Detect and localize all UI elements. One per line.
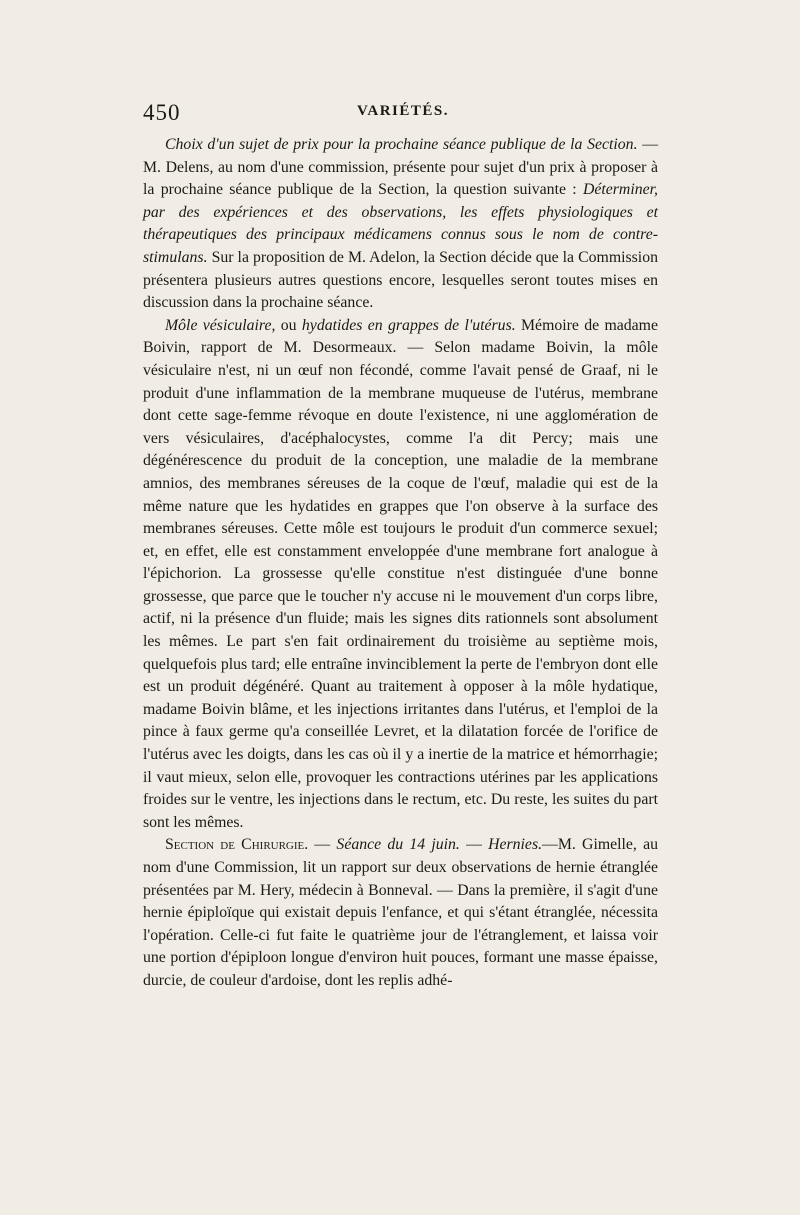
paragraph-vesicular-mole [143, 315, 658, 835]
prize-question: Déterminer, par des expériences et des observations, les effets physiologiques et thérapeutiques des principaux médicamens connus sous le nom de contre-stimulans. [143, 181, 658, 266]
section-title-hydatides: hydatides en grappes de l'utérus. [301, 316, 516, 334]
dash: — [308, 836, 337, 854]
running-head: VARIÉTÉS. [356, 103, 449, 119]
paragraph-text: ou [280, 316, 302, 334]
paragraph-text: — M. Delens, au nom d'une commission, présente pour sujet d'un prix à proposer à la prochaine séance publique de la Section, la question suivante : [143, 136, 658, 199]
dash: — [459, 836, 489, 854]
topic-title-hernies: Hernies. [488, 836, 543, 854]
paragraph-text: Mémoire de madame Boivin, rapport de M. Desormeaux. — Selon madame Boivin, la môle vésiculaire n'est, ni un œuf non fécondé, comme l'avait pensé de Graaf, ni le produit d'une inflammation de la membrane muqueuse de l'utérus, membrane dont cette sage-femme révoque en doute l'existence, ni une agglomération de vers vésiculaires, d'acéphalocystes, comme l'a dit Percy; mais une dégénérescence du produit de la conception, une maladie de la membrane amnios, des membranes séreuses de la coque de l'œuf, maladie qui est de la même nature que les hydatides en grappes que l'on observe à la surface des membranes séreuses. Cette môle est toujours le produit d'un commerce sexuel; et, en effet, elle est constamment enveloppée d'une membrane fort analogue à l'épichorion. La grossesse qu'elle constitue n'est distinguée d'une bonne grossesse, que parce que le toucher n'y accuse ni le mouvement d'un corps libre, actif, ni la présence d'un fluide; mais les signes dits rationnels sont absolument les mêmes. Le part s'en fait ordinairement du troisième au septième mois, quelquefois plus tard; elle entraîne invinciblement la perte de l'embryon dont elle est un produit dégénéré. Quant au traitement à opposer à la môle hydatique, madame Boivin blâme, et les injections irritantes dans l'utérus, et l'emploi de la pince à faux germe qu'a conseillée Levret, et la dilatation forcée de l'orifice de l'utérus avec les doigts, dans les cas où il y a inertie de la matrice et hémorrhagie; il vaut mieux, selon elle, provoquer les contractions utérines par les applications froides sur le ventre, les injections dans le rectum, etc. Du reste, les suites du part sont les mêmes. [143, 316, 658, 831]
paragraph-prize-question [143, 134, 658, 315]
page-header [143, 100, 663, 128]
paragraph-text: Sur la proposition de M. Adelon, la Section décide que la Commission présentera plusieurs autres questions encore, lesquelles seront toutes mises en discussion dans la prochaine séance. [143, 248, 658, 312]
section-title-mole: Môle vésiculaire, [165, 316, 281, 334]
section-title-prize: Choix d'un sujet de prix pour la prochaine séance publique de la Section. [165, 136, 638, 153]
paragraph-surgery-section [143, 834, 658, 992]
body-text [143, 134, 658, 993]
page-number: 450 [143, 100, 181, 125]
session-date: Séance du 14 juin. [336, 836, 460, 854]
section-heading-surgery: Section de Chirurgie. [165, 836, 309, 854]
paragraph-text: —M. Gimelle, au nom d'une Commission, lit un rapport sur deux observations de hernie étranglée présentées par M. Hery, médecin à Bonneval. — Dans la première, il s'agit d'une hernie épiploïque qui existait depuis l'enfance, et qui s'étant étranglée, nécessita l'opération. Celle-ci fut faite le quatrième jour de l'étranglement, et laissa voir une portion d'épiploon longue d'environ huit pouces, formant une masse épaisse, durcie, de couleur d'ardoise, dont les replis adhé- [143, 836, 658, 989]
